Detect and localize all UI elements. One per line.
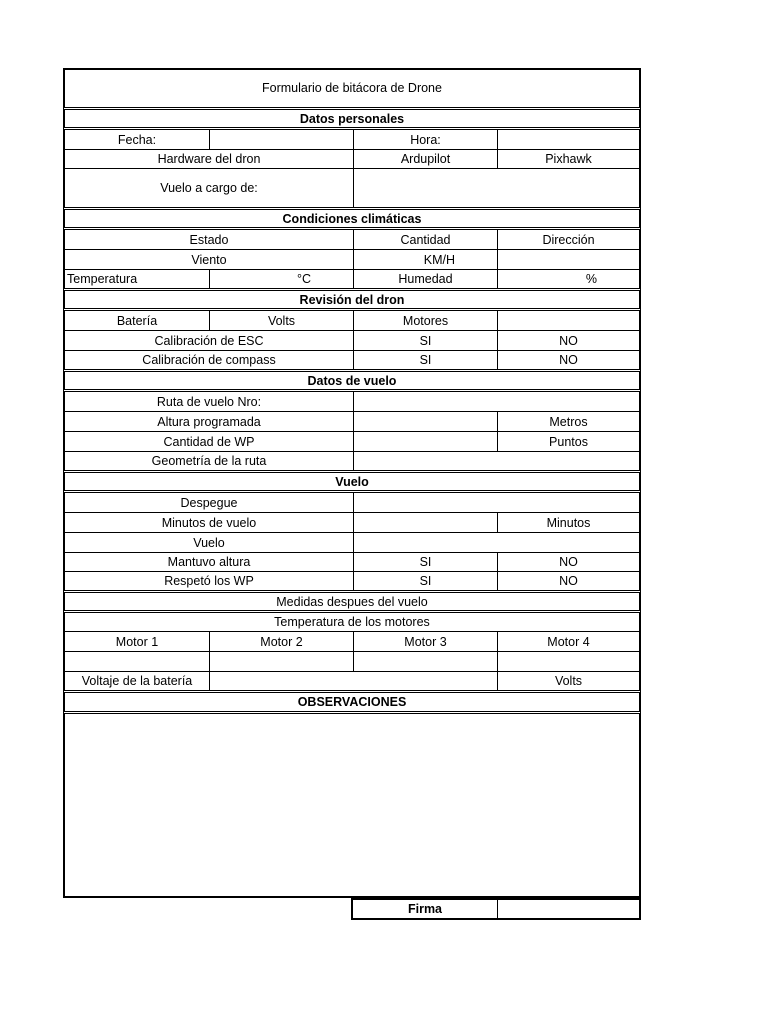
altura-field[interactable]	[353, 412, 497, 431]
motor4-label: Motor 4	[497, 632, 639, 651]
fecha-field[interactable]	[209, 130, 353, 149]
motores-label: Motores	[353, 311, 497, 330]
hardware-pixhawk: Pixhawk	[497, 150, 639, 168]
hardware-label: Hardware del dron	[157, 152, 261, 166]
respeto-wp-no[interactable]: NO	[497, 572, 639, 590]
humedad-label: Humedad	[353, 270, 497, 288]
voltaje-field[interactable]	[209, 672, 497, 690]
porcentaje-unit: %	[497, 270, 639, 288]
minutos-field[interactable]	[353, 513, 497, 532]
mantuvo-altura-no[interactable]: NO	[497, 553, 639, 571]
fecha-hora-row	[63, 130, 641, 150]
cantidad-label: Cantidad	[353, 230, 497, 249]
volts-unit: Volts	[209, 311, 353, 330]
section-heading: Condiciones climáticas	[282, 211, 422, 226]
bateria-label: Batería	[116, 313, 158, 328]
motores-field[interactable]	[497, 311, 639, 330]
minutos-row	[63, 513, 641, 533]
vuelo-row	[63, 533, 641, 553]
viento-label: Viento	[191, 252, 227, 267]
form-title: Formulario de bitácora de Drone	[262, 80, 442, 95]
mantuvo-altura-row	[63, 553, 641, 572]
hardware-row	[63, 150, 641, 169]
calib-compass-row	[63, 351, 641, 372]
section-condiciones	[63, 210, 641, 230]
firma-label: Firma	[407, 902, 443, 916]
motor3-field[interactable]	[353, 652, 497, 671]
respeto-wp-label: Respetó los WP	[164, 574, 254, 588]
section-heading: Datos personales	[299, 111, 405, 126]
observaciones-field[interactable]	[63, 714, 641, 898]
calib-compass-si[interactable]: SI	[353, 351, 497, 369]
altura-row	[63, 412, 641, 432]
voltaje-label: Voltaje de la batería	[81, 674, 193, 688]
bateria-row	[63, 311, 641, 331]
calib-esc-no[interactable]: NO	[497, 331, 639, 350]
voltaje-unit: Volts	[497, 672, 639, 690]
cantidad-wp-label: Cantidad de WP	[163, 434, 255, 449]
respeto-wp-row	[63, 572, 641, 593]
firma-box	[351, 898, 641, 920]
geometria-field[interactable]	[353, 452, 639, 470]
motor3-label: Motor 3	[353, 632, 497, 651]
motor1-label: Motor 1	[115, 634, 159, 649]
calib-compass-no[interactable]: NO	[497, 351, 639, 369]
motor2-label: Motor 2	[209, 632, 353, 651]
temperatura-row	[63, 270, 641, 291]
calib-compass-label: Calibración de compass	[142, 353, 276, 367]
direccion-field[interactable]	[497, 250, 639, 269]
condiciones-header-row	[63, 230, 641, 250]
motor4-field[interactable]	[497, 652, 639, 671]
cantidad-wp-field[interactable]	[353, 432, 497, 451]
observaciones-heading-row	[63, 693, 641, 714]
drone-log-form	[63, 68, 641, 898]
calib-esc-si[interactable]: SI	[353, 331, 497, 350]
section-heading: Datos de vuelo	[307, 373, 397, 388]
firma-field[interactable]	[497, 900, 639, 918]
temp-motores-label: Temperatura de los motores	[274, 615, 430, 629]
grados-unit: °C	[209, 270, 353, 288]
hardware-ardupilot: Ardupilot	[353, 150, 497, 168]
vuelo-field[interactable]	[353, 533, 639, 552]
vuelo-cargo-field[interactable]	[353, 169, 639, 207]
section-datos-vuelo	[63, 372, 641, 392]
respeto-wp-si[interactable]: SI	[353, 572, 497, 590]
mantuvo-altura-label: Mantuvo altura	[167, 555, 251, 569]
form-title-row	[63, 68, 641, 110]
minutos-vuelo-label: Minutos de vuelo	[161, 515, 257, 530]
hora-field[interactable]	[497, 130, 639, 149]
ruta-row	[63, 392, 641, 412]
minutos-unit: Minutos	[497, 513, 639, 532]
section-datos-personales	[63, 110, 641, 130]
temperatura-label: Temperatura	[67, 272, 138, 286]
kmh-unit: KM/H	[353, 250, 497, 269]
metros-unit: Metros	[497, 412, 639, 431]
section-medidas	[63, 593, 641, 613]
estado-label: Estado	[189, 232, 229, 247]
calib-esc-row	[63, 331, 641, 351]
motores-values-row	[63, 652, 641, 672]
geometria-label: Geometría de la ruta	[151, 454, 267, 468]
section-vuelo	[63, 473, 641, 493]
motores-header-row	[63, 632, 641, 652]
direccion-label: Dirección	[497, 230, 639, 249]
puntos-unit: Puntos	[497, 432, 639, 451]
section-revision	[63, 291, 641, 311]
section-heading: Revisión del dron	[299, 292, 405, 307]
vuelo-cargo-row	[63, 169, 641, 210]
calib-esc-label: Calibración de ESC	[154, 333, 264, 348]
viento-row	[63, 250, 641, 270]
vuelo-cargo-label: Vuelo a cargo de:	[160, 181, 258, 195]
ruta-label: Ruta de vuelo Nro:	[156, 394, 262, 409]
motor1-field[interactable]	[65, 652, 209, 671]
observaciones-heading: OBSERVACIONES	[297, 695, 407, 709]
temp-motores-row	[63, 613, 641, 632]
vuelo-label: Vuelo	[193, 535, 225, 550]
despegue-label: Despegue	[180, 495, 238, 510]
section-heading: Vuelo	[335, 474, 369, 489]
voltaje-row	[63, 672, 641, 693]
fecha-label: Fecha:	[117, 132, 157, 147]
despegue-field[interactable]	[353, 493, 639, 512]
section-heading: Medidas despues del vuelo	[276, 594, 428, 609]
altura-label: Altura programada	[157, 414, 261, 429]
wp-row	[63, 432, 641, 452]
hora-label: Hora:	[353, 130, 497, 149]
despegue-row	[63, 493, 641, 513]
geometria-row	[63, 452, 641, 473]
motor2-field[interactable]	[209, 652, 353, 671]
ruta-field[interactable]	[353, 392, 639, 411]
mantuvo-altura-si[interactable]: SI	[353, 553, 497, 571]
